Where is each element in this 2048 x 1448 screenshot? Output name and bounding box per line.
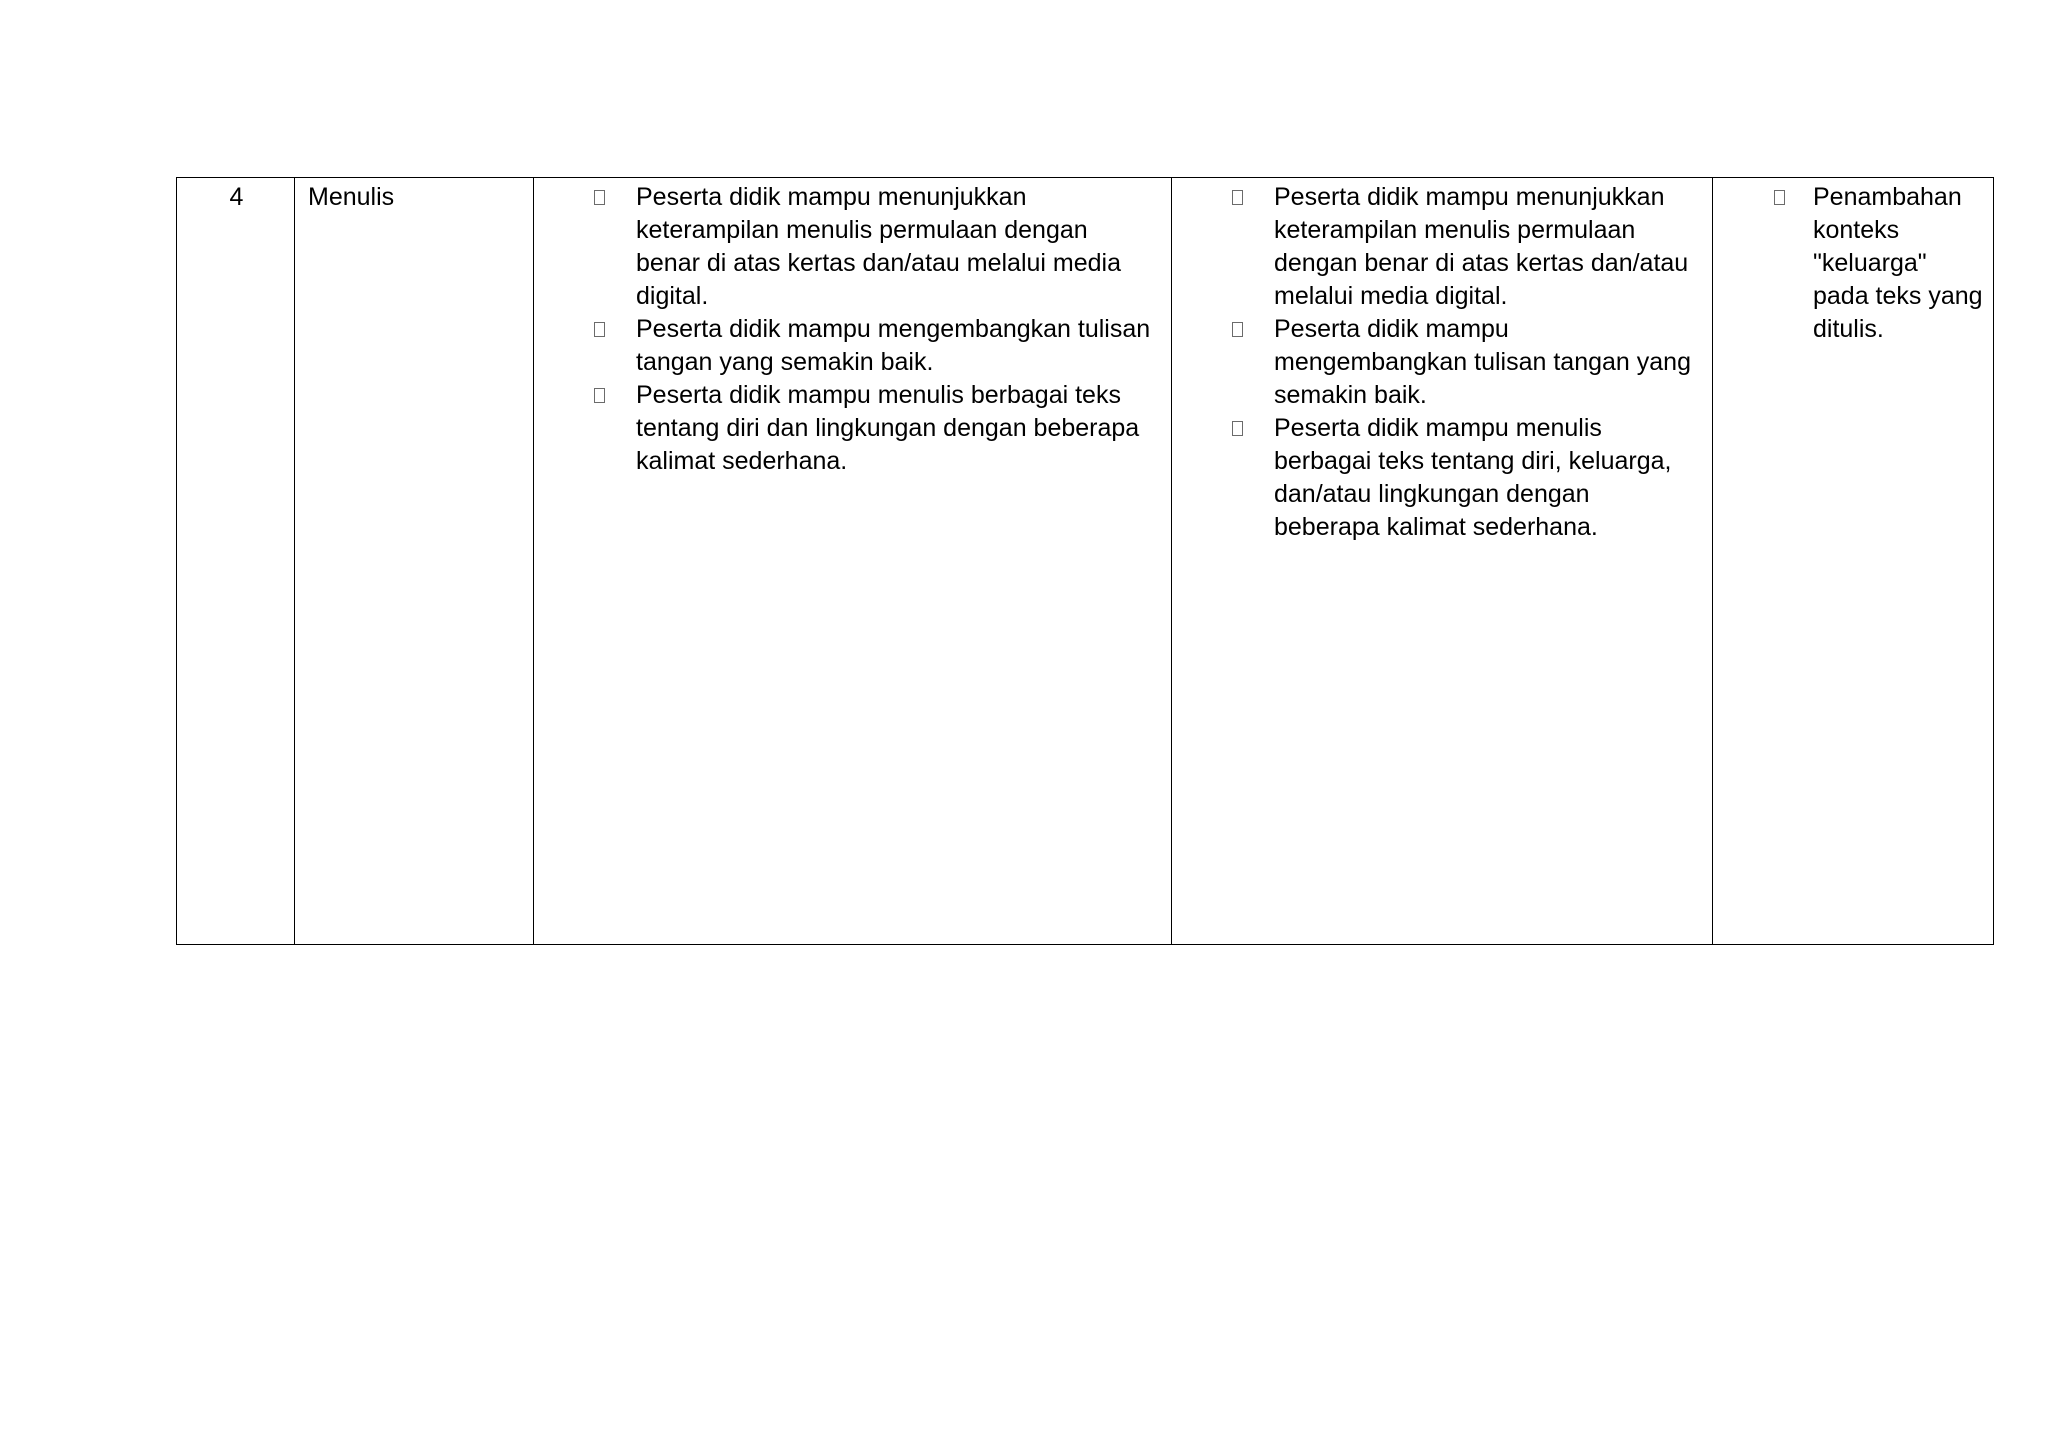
learning-outcome-a-list [534,178,1171,478]
list-item [534,379,1171,478]
list-item-text: Peserta didik mampu menunjukkan keterampilan menulis permulaan dengan benar di atas kertas dan/atau melalui media digital. [1274,183,1689,310]
bullet-box-icon [594,190,605,205]
skill-cell [295,178,534,945]
list-item-text: Peserta didik mampu menunjukkan keterampilan menulis permulaan dengan benar di atas kertas dan/atau melalui media digital. [636,183,1122,310]
list-item-text: Peserta didik mampu menulis berbagai teks tentang diri dan lingkungan dengan beberapa kalimat sederhana. [636,381,1140,475]
row-number-cell [177,178,295,945]
table-row [177,178,1994,945]
list-item [1172,412,1712,544]
bullet-box-icon [1232,190,1243,205]
list-item [534,181,1171,313]
list-item [534,313,1171,379]
changes-cell [1713,178,1994,945]
list-item-text: Peserta didik mampu menulis berbagai teks tentang diri, keluarga, dan/atau lingkungan dengan beberapa kalimat sederhana. [1274,414,1672,541]
bullet-box-icon [1774,190,1785,205]
bullet-box-icon [594,388,605,403]
bullet-box-icon [1232,421,1243,436]
list-item [1172,181,1712,313]
list-item [1172,313,1712,412]
list-item-text: Penambahan konteks "keluarga" pada teks yang ditulis. [1813,183,1983,343]
row-number: 4 [229,183,244,211]
list-item-text: Peserta didik mampu mengembangkan tulisan tangan yang semakin baik. [636,315,1151,376]
changes-list [1713,178,1993,346]
list-item [1713,181,1993,346]
bullet-box-icon [594,322,605,337]
list-item-text: Peserta didik mampu mengembangkan tulisan tangan yang semakin baik. [1274,315,1691,409]
learning-outcome-b-list [1172,178,1712,544]
skill-name: Menulis [308,183,395,211]
bullet-box-icon [1232,322,1243,337]
learning-outcome-b-cell [1172,178,1713,945]
document-table [176,177,1994,945]
learning-outcome-a-cell [534,178,1172,945]
